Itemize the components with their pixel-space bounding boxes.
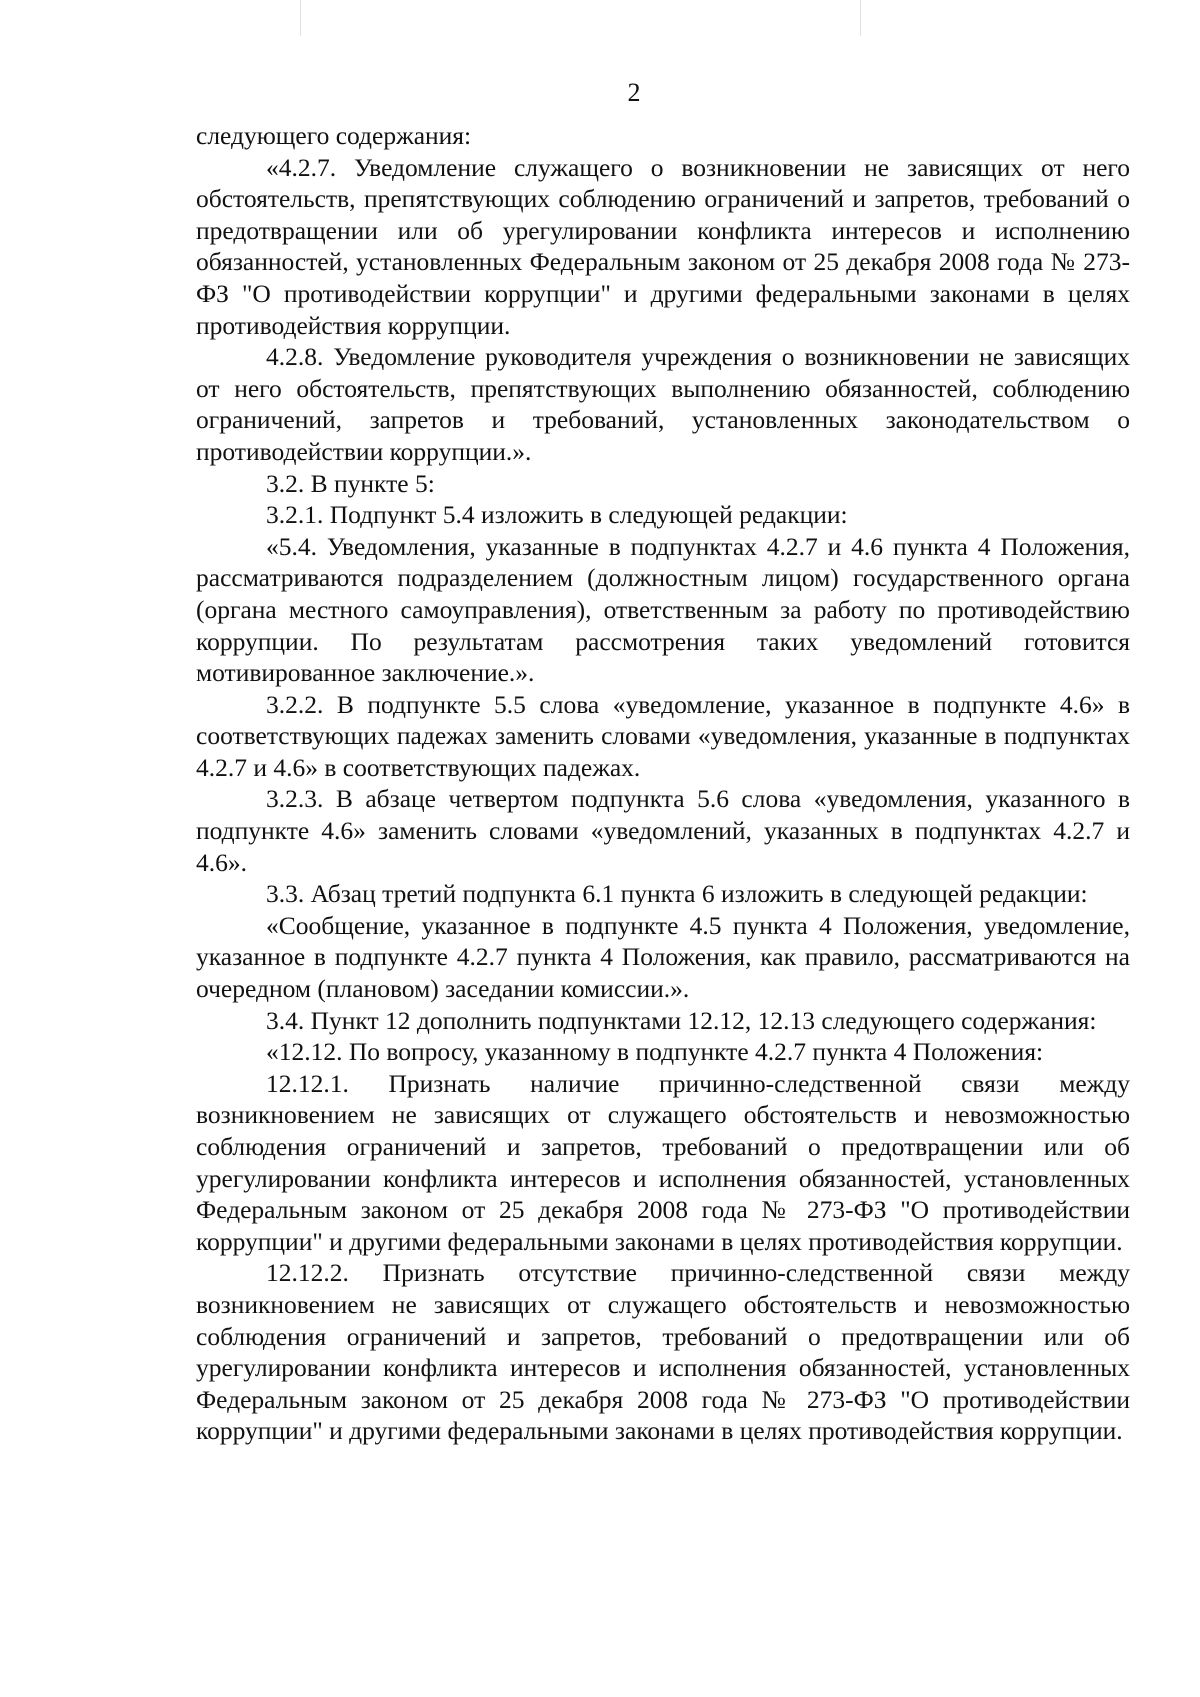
paragraph-3-2-2: 3.2.2. В подпункте 5.5 слова «уведомление, указанное в подпункте 4.6» в соответствующих падежах заменить словами «уведомления, указанные в подпунктах 4.2.7 и 4.6» в соответствующих падежах. [196, 689, 1130, 782]
scan-artifact-line [300, 0, 301, 36]
paragraph-soobshchenie: «Сообщение, указанное в подпункте 4.5 пункта 4 Положения, уведомление, указанное в подпункте 4.2.7 пункта 4 Положения, как правило, рассматриваются на очередном (плановом) заседании комиссии.». [196, 910, 1130, 1004]
paragraph-3-2-1: 3.2.1. Подпункт 5.4 изложить в следующей редакции: [266, 500, 848, 530]
paragraph-3-2-3: 3.2.3. В абзаце четвертом подпункта 5.6 слова «уведомления, указанного в подпункте 4.6» заменить словами «уведомлений, указанных в подпунктах 4.2.7 и 4.6». [196, 784, 1130, 877]
paragraph-12-12: «12.12. По вопросу, указанному в подпункте 4.2.7 пункта 4 Положения: [266, 1037, 1044, 1067]
paragraph-4-2-7: «4.2.7. Уведомление служащего о возникновении не зависящих от него обстоятельств, препятствующих соблюдению ограничений и запретов, требований о предотвращении или об урегулировании конфликта интересов и исполнению обязанностей, установленных Федеральным законом от 25 декабря 2008 года № 273-ФЗ "О противодействии коррупции" и другими федеральными законами в целях противодействия коррупции. [196, 152, 1130, 340]
paragraph-3-3: 3.3. Абзац третий подпункта 6.1 пункта 6 изложить в следующей редакции: [266, 879, 1088, 909]
paragraph-3-4: 3.4. Пункт 12 дополнить подпунктами 12.12, 12.13 следующего содержания: [266, 1005, 1097, 1035]
paragraph-4-2-8: 4.2.8. Уведомление руководителя учреждения о возникновении не зависящих от него обстоятельств, препятствующих выполнению обязанностей, соблюдению ограничений, запретов и требований, установленных законодательством о противодействии коррупции.». [196, 342, 1130, 466]
page-number: 2 [627, 78, 641, 107]
paragraph-12-12-2: 12.12.2. Признать отсутствие причинно-следственной связи между возникновением не зависящих от служащего обстоятельств и невозможностью соблюдения ограничений и запретов, требований о предотвращении или об урегулировании конфликта интересов и исполнения обязанностей, установленных Федеральным законом от 25 декабря 2008 года № 273-ФЗ "О противодействии коррупции" и другими федеральными законами в целях противодействия коррупции. [196, 1258, 1130, 1446]
paragraph-3-2: 3.2. В пункте 5: [266, 468, 435, 498]
paragraph-5-4: «5.4. Уведомления, указанные в подпунктах 4.2.7 и 4.6 пункта 4 Положения, рассматриваются подразделением (должностным лицом) государственного органа (органа местного самоуправления), ответственным за работу по противодействию коррупции. По результатам рассмотрения таких уведомлений готовится мотивированное заключение.». [196, 531, 1130, 688]
paragraph-intro: следующего содержания: [196, 121, 472, 150]
document-body [196, 120, 1130, 1447]
scan-artifact-line [860, 0, 861, 36]
paragraph-12-12-1: 12.12.1. Признать наличие причинно-следственной связи между возникновением не зависящих от служащего обстоятельств и невозможностью соблюдения ограничений и запретов, требований о предотвращении или об урегулировании конфликта интересов и исполнения обязанностей, установленных Федеральным законом от 25 декабря 2008 года № 273-ФЗ "О противодействии коррупции" и другими федеральными законами в целях противодействия коррупции. [196, 1068, 1130, 1256]
